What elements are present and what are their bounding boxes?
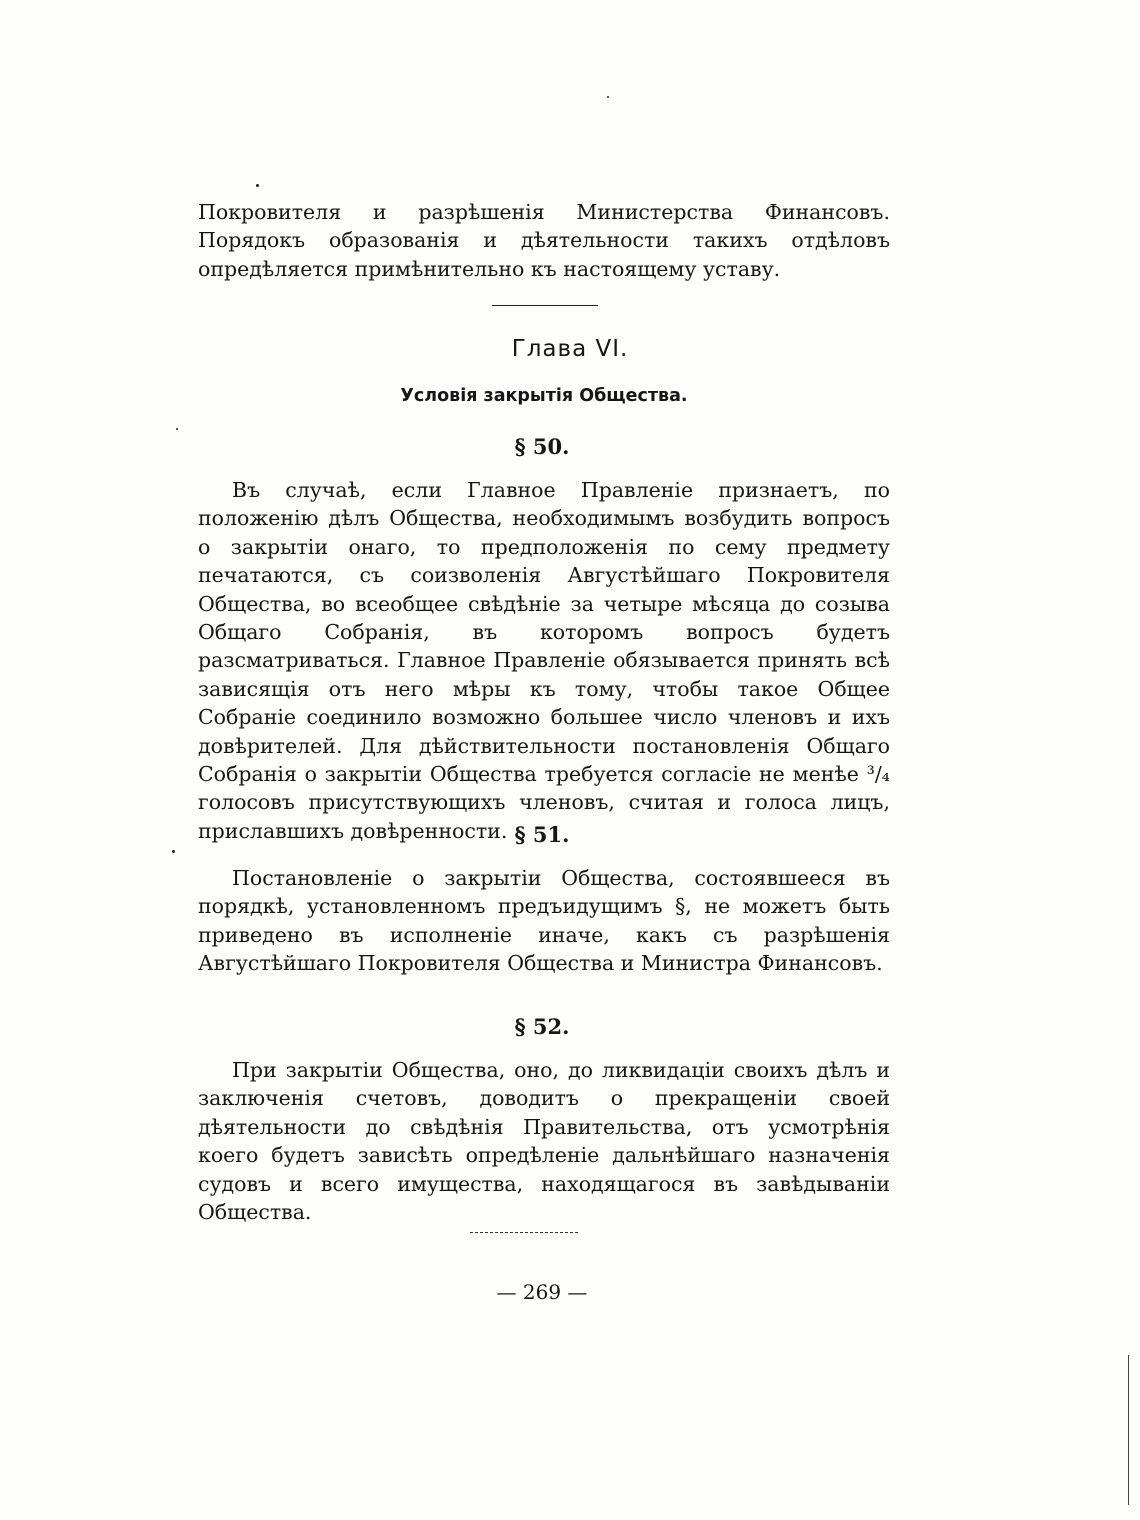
print-speck: [256, 184, 259, 187]
section-paragraph: Въ случаѣ, если Главное Правленіе признаетъ, по положенію дѣлъ Общества, необходимымъ возбудить вопросъ о закрытіи онаго, то предположенія по сему предмету печатаются, съ соизволенія Августѣйшаго Покровителя Общества, во всеобщее свѣдѣніе за четыре мѣсяца до созыва Общаго Собранія, въ которомъ вопросъ будетъ разсматриваться. Главное Правленіе обязывается принять всѣ зависящія отъ него мѣры къ тому, чтобы такое Общее Собраніе соединило возможно большее число членовъ и ихъ довѣрителей. Для дѣйствительности постановленія Общаго Собранія о закрытіи Общества требуется согласіе не менѣе ³/₄ голосовъ присутствующихъ членовъ, считая и голоса лицъ, приславшихъ довѣренности.: [198, 478, 890, 843]
chapter-title: Глава VI.: [511, 336, 629, 362]
section-number: § 50.: [514, 434, 570, 459]
section-paragraph: При закрытіи Общества, оно, до ликвидаціи своихъ дѣлъ и заключенія счетовъ, доводитъ о прекращеніи своей дѣятельности до свѣдѣнія Правительства, отъ усмотрѣнія коего будетъ зависѣть опредѣленіе дальнѣйшаго назначенія судовъ и всего имущества, находящагося въ завѣдываніи Общества.: [198, 1058, 890, 1225]
section-block: [198, 1056, 890, 1226]
section-number: § 52.: [514, 1014, 570, 1039]
intro-paragraph: Покровителя и разрѣшенія Министерства Финансовъ. Порядокъ образованія и дѣятельности такихъ отдѣловъ опредѣляется примѣнительно къ настоящему уставу.: [198, 200, 890, 281]
print-speck: [607, 96, 609, 98]
section-number: § 51.: [514, 822, 570, 847]
section-block: [198, 864, 890, 978]
end-divider: [470, 1232, 578, 1233]
print-speck: [172, 850, 175, 853]
page-number: — 269 —: [496, 1280, 588, 1304]
chapter-divider: [492, 305, 598, 306]
section-paragraph: Постановленіе о закрытіи Общества, состоявшееся въ порядкѣ, установленномъ предъидущимъ §, не можетъ быть приведено въ исполненіе иначе, какъ съ разрѣшенія Августѣйшаго Покровителя Общества и Министра Финансовъ.: [198, 866, 890, 976]
intro-block: [198, 198, 890, 283]
scan-edge-line: [1128, 1355, 1129, 1505]
chapter-subtitle: Условія закрытія Общества.: [400, 386, 688, 406]
print-speck: [176, 428, 178, 430]
section-block: [198, 476, 890, 845]
